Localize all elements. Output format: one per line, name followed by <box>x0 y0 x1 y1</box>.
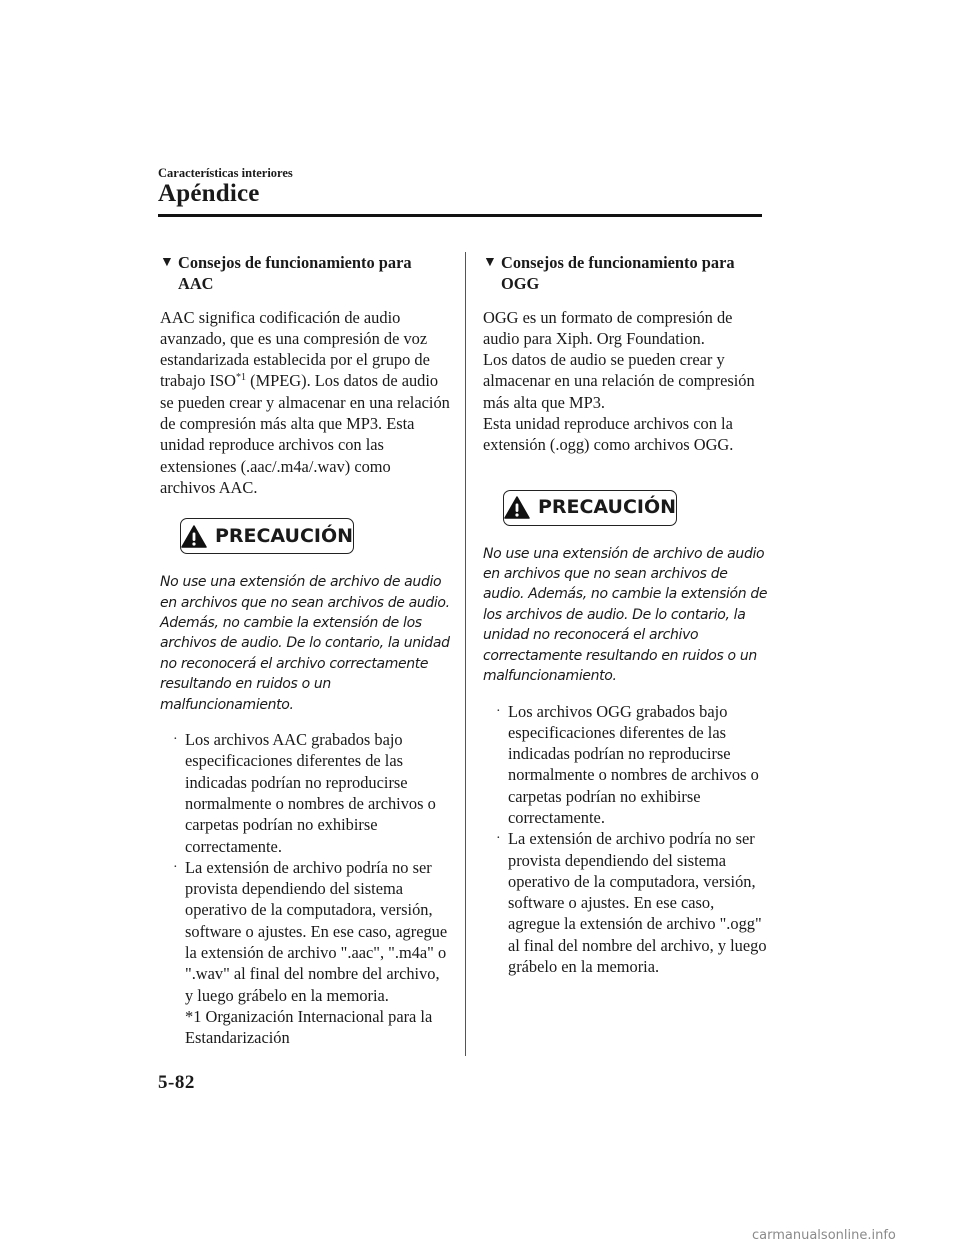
watermark: carmanualsonline.info <box>752 1228 896 1243</box>
bullet-dot: · <box>173 732 178 748</box>
list-item-text: La extensión de archivo podría no ser provista dependiendo del sistema operativo de la computadora, versión, software o ajustes. En ese caso, agregue la extensión de archivo ".aac", ".m4a" o ".wav" al final del nombre del archivo, y luego grábelo en la memoria. <box>185 857 448 1005</box>
caution-text: No use una extensión de archivo de audio en archivos que no sean archivos de audio. Además, no cambie la extensión de los archivos de audio. De lo contario, la unidad no reconocerá el archivo correctamente resultando en ruidos o un malfuncionamiento. <box>160 574 450 713</box>
bullet-dot: · <box>173 859 178 875</box>
ogg-paragraph: Los datos de audio se pueden crear y almacenar en una relación de compresión más alta que MP3. <box>483 350 755 412</box>
list-item-text: Los archivos AAC grabados bajo especificaciones diferentes de las indicadas podrían no reproducirse normalmente o nombres de archivos o carpetas podrían no exhibirse correctamente. <box>185 730 436 856</box>
column-divider <box>465 252 466 1056</box>
bullet-dot: · <box>496 831 501 847</box>
chapter-title: Apéndice <box>158 180 260 207</box>
page-number: 5-82 <box>158 1072 195 1093</box>
header-rule <box>158 214 762 217</box>
caution-text: No use una extensión de archivo de audio en archivos que no sean archivos de audio. Además, no cambie la extensión de los archivos de audio. De lo contario, la unidad no reconocerá el archivo correctamente resultando en ruidos o un malfuncionamiento. <box>483 545 768 685</box>
aac-heading-text: Consejos de funcionamiento para AAC <box>178 253 412 294</box>
aac-section-heading <box>160 252 450 295</box>
list-item <box>160 729 450 857</box>
aac-intro-text: AAC significa codificación de audio avanzado, que es una compresión de voz estandarizada establecida por el grupo de trabajo ISO <box>160 307 430 391</box>
ogg-paragraph: Esta unidad reproduce archivos con la extensión (.ogg) como archivos OGG. <box>483 414 734 455</box>
list-item-text: Los archivos OGG grabados bajo especificaciones diferentes de las indicadas podrían no reproducirse normalmente o nombres de archivos o carpetas podrían no exhibirse correctamente. <box>508 701 759 827</box>
section-label: Características interiores <box>158 166 293 180</box>
list-item <box>160 857 450 1006</box>
footnote-ref: *1 <box>236 372 247 384</box>
ogg-bullet-list <box>483 701 768 978</box>
aac-intro-text-cont: (MPEG). Los datos de audio se pueden crear y almacenar en una relación de compresión más alta que MP3. Esta unidad reproduce archivos con las extensiones (.aac/.m4a/.wav) como archivos AAC. <box>160 371 450 497</box>
column-aac <box>160 252 450 1049</box>
list-item-text: La extensión de archivo podría no ser provista dependiendo del sistema operativo de la computadora, versión, software o ajustes. En ese caso, agregue la extensión de archivo ".ogg" al final del nombre del archivo, y luego grábelo en la memoria. <box>508 829 767 977</box>
ogg-section-heading <box>483 252 768 295</box>
triangle-down-icon: ▼ <box>483 255 497 270</box>
ogg-heading-text: Consejos de funcionamiento para OGG <box>501 253 735 294</box>
triangle-down-icon: ▼ <box>160 255 174 270</box>
caution-label: PRECAUCIÓN <box>214 524 354 547</box>
column-ogg <box>483 252 768 977</box>
warning-triangle-icon <box>504 496 530 519</box>
caution-box <box>180 518 354 554</box>
list-item <box>483 828 768 977</box>
aac-intro-paragraph <box>160 307 450 499</box>
aac-bullet-list <box>160 729 450 1006</box>
caution-label: PRECAUCIÓN <box>537 496 677 519</box>
caution-box <box>503 490 677 526</box>
warning-triangle-icon <box>181 525 207 548</box>
list-item <box>483 701 768 829</box>
ogg-paragraph: OGG es un formato de compresión de audio para Xiph. Org Foundation. <box>483 307 733 348</box>
bullet-dot: · <box>496 703 501 719</box>
footnote: *1 Organización Internacional para la Estandarización <box>185 1006 433 1048</box>
